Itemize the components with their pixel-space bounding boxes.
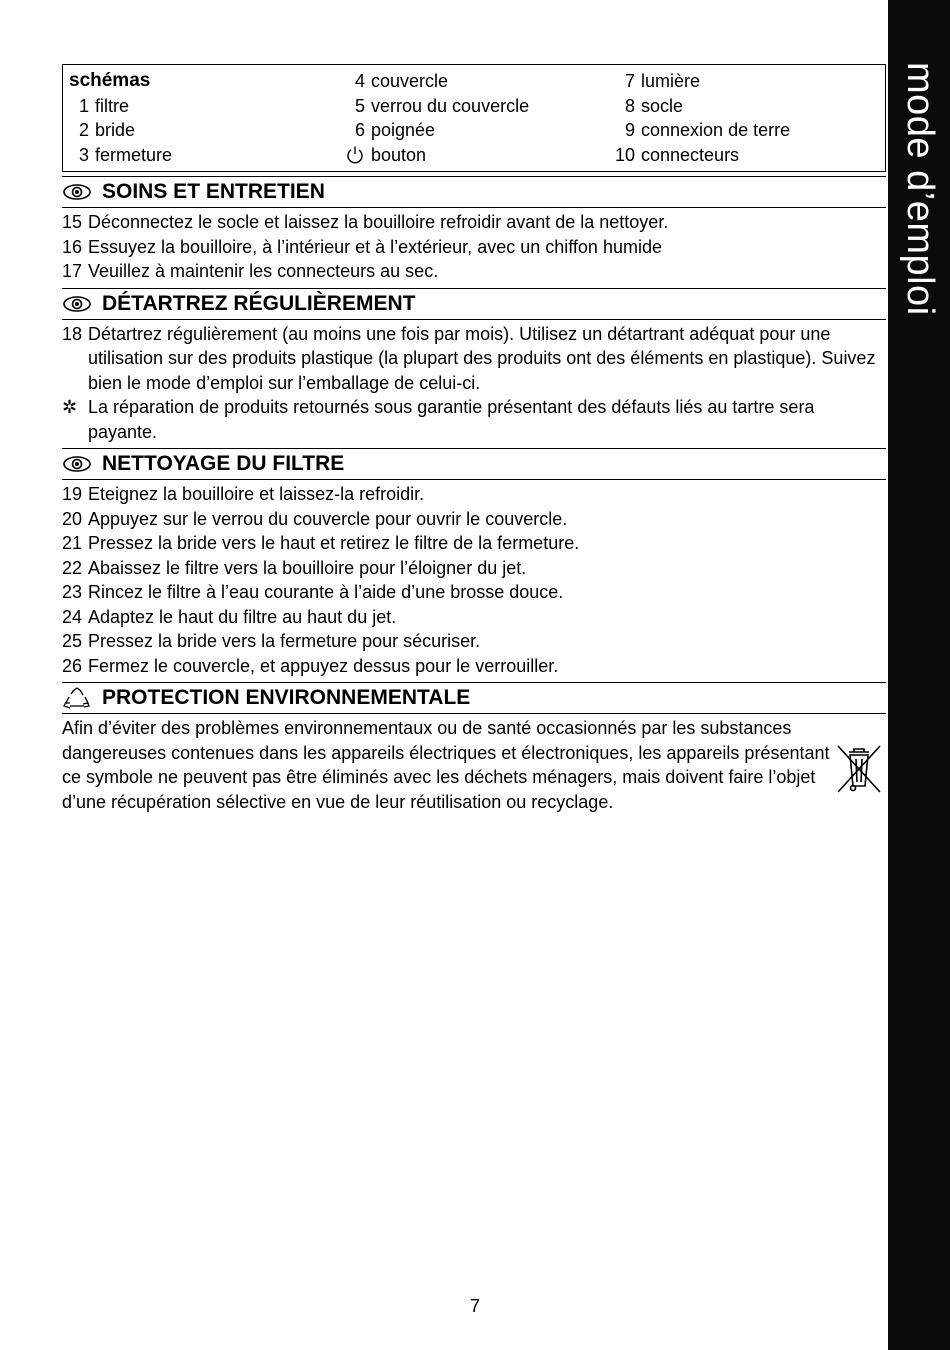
part-item [339,69,529,94]
item-number: 21 [62,533,83,553]
parts-column-2 [339,69,529,167]
part-number: 1 [78,95,89,116]
item-text: Détartrez régulièrement (au moins une fois par mois). Utilisez un détartrant adéquat pour une utilisation sur des produits plastique (la plupart des produits ont des éléments en plastique). Suivez bien le mode d’emploi sur l’emballage de celui-ci. [88,323,876,393]
eye-icon [62,181,92,203]
part-number: 5 [354,95,365,116]
page-content [62,64,886,814]
sparkle-icon: ✲ [62,397,78,417]
section-heading [62,448,886,480]
part-label: couvercle [371,71,449,91]
item-text: Veuillez à maintenir les connecteurs au sec. [88,261,439,281]
section-heading [62,176,886,208]
crossed-bin-icon [834,742,884,794]
item-number: 15 [62,212,83,232]
list-item [62,580,886,605]
item-text: Pressez la bride vers la fermeture pour sécuriser. [88,631,481,651]
item-number: 24 [62,606,83,627]
item-number: 25 [62,631,83,651]
part-label: verrou du couvercle [371,95,530,116]
item-text: La réparation de produits retournés sous garantie présentant des défauts liés au tartre sera payante. [88,397,815,442]
instruction-list [62,210,886,284]
item-number: 23 [62,582,83,602]
instruction-list [62,482,886,678]
part-item [69,118,172,143]
item-text: Essuyez la bouilloire, à l’intérieur et à l’extérieur, avec un chiffon humide [88,236,662,257]
part-number: 9 [624,120,635,140]
part-label: filtre [95,95,130,116]
part-number: 6 [354,120,365,140]
item-text: Rincez le filtre à l’eau courante à l’aide d’une brosse douce. [88,582,564,602]
part-number: 2 [78,120,89,140]
section-title: PROTECTION ENVIRONNEMENTALE [102,686,471,709]
part-number: 10 [614,144,635,165]
part-label: bouton [371,144,427,165]
section-heading [62,682,886,714]
part-label: lumière [641,71,701,91]
part-item [69,143,172,168]
parts-box [62,64,886,172]
section-heading [62,288,886,320]
eye-icon [62,453,92,475]
list-item [62,507,886,532]
section-title: NETTOYAGE DU FILTRE [102,452,345,475]
item-text: Fermez le couvercle, et appuyez dessus pour le verrouiller. [88,655,559,676]
environment-text: Afin d’éviter des problèmes environnementaux ou de santé occasionnés par les substances dangereuses contenues dans les appareils électriques et électroniques, les appareils présentant ce symbole ne peuvent pas être éliminés avec les déchets ménagers, mais doivent faire l’objet d’une récupération sélective en vue de leur réutilisation ou recyclage. [62,718,830,812]
part-item [609,94,790,119]
part-label: connecteurs [641,144,740,165]
part-number: 3 [78,144,89,165]
sidebar-title: mode d’emploi [899,62,941,316]
environment-paragraph [62,716,886,814]
list-item [62,259,886,284]
power-icon [339,143,365,168]
item-text: Adaptez le haut du filtre au haut du jet. [88,606,397,627]
list-item [62,556,886,581]
list-item [62,395,886,444]
item-number: 20 [62,508,83,529]
item-text: Déconnectez le socle et laissez la bouilloire refroidir avant de la nettoyer. [88,212,669,232]
part-label: poignée [371,120,436,140]
list-item [62,235,886,260]
item-text: Abaissez le filtre vers la bouilloire pour l’éloigner du jet. [88,557,527,578]
item-text: Appuyez sur le verrou du couvercle pour ouvrir le couvercle. [88,508,568,529]
part-number: 7 [624,71,635,91]
page-number: 7 [469,1296,480,1316]
parts-column-1 [69,69,172,167]
part-label: connexion de terre [641,120,791,140]
list-item [62,605,886,630]
list-item [62,322,886,396]
part-item [339,118,529,143]
item-number: 22 [62,557,83,578]
list-item [62,531,886,556]
item-text: Pressez la bride vers le haut et retirez le filtre de la fermeture. [88,533,580,553]
list-item [62,629,886,654]
part-item [69,94,172,119]
list-item [62,654,886,679]
part-number: 4 [354,71,365,91]
part-label: socle [641,95,684,116]
item-number: 17 [62,261,83,281]
item-number: 16 [62,236,83,257]
item-text: Eteignez la bouilloire et laissez-la refroidir. [88,484,425,504]
part-label: bride [95,120,136,140]
part-label: fermeture [95,144,173,165]
list-item [62,482,886,507]
item-number: 26 [62,655,83,676]
section-title: DÉTARTREZ RÉGULIÈREMENT [102,291,416,315]
part-item [609,69,790,94]
item-number: 19 [62,484,83,504]
eye-icon [62,293,92,315]
section-title: SOINS ET ENTRETIEN [102,180,325,203]
part-item [339,143,529,168]
part-item [609,118,790,143]
list-item [62,210,886,235]
parts-title: schémas [69,70,151,91]
part-item [609,143,790,168]
item-number: 18 [62,323,83,344]
recycle-icon [62,687,92,709]
part-item [339,94,529,119]
parts-column-3 [609,69,790,167]
instruction-list [62,322,886,445]
part-number: 8 [624,95,635,116]
